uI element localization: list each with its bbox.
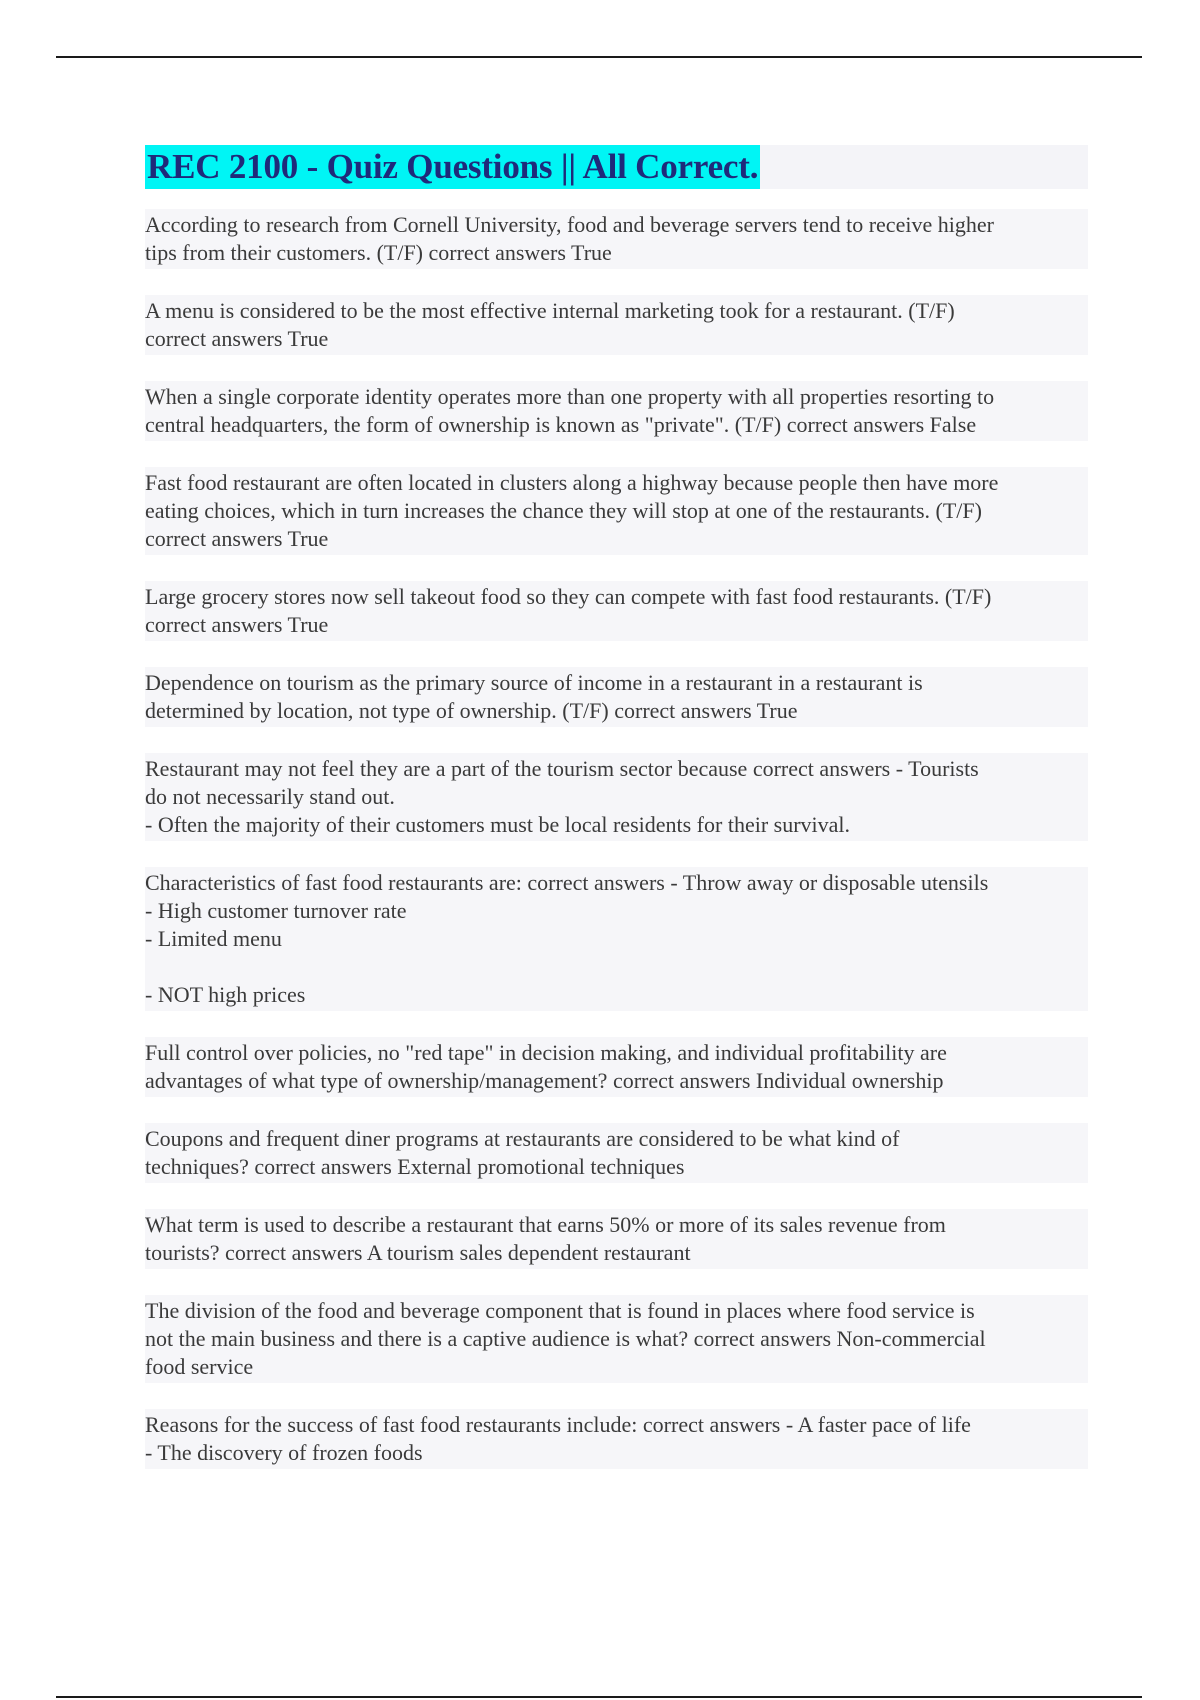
qa-entry <box>145 1295 1088 1383</box>
qa-line: According to research from Cornell University, food and beverage servers tend to receive higher <box>145 212 994 237</box>
qa-line: eating choices, which in turn increases the chance they will stop at one of the restaurants. (T/F) <box>145 498 982 523</box>
qa-entry <box>145 209 1088 269</box>
document-body <box>145 145 1088 1495</box>
qa-line: central headquarters, the form of ownership is known as "private". (T/F) correct answers False <box>145 412 977 437</box>
qa-line: food service <box>145 1354 254 1379</box>
qa-line: A menu is considered to be the most effective internal marketing took for a restaurant. (T/F) <box>145 298 955 323</box>
qa-line: Coupons and frequent diner programs at restaurants are considered to be what kind of <box>145 1126 900 1151</box>
qa-entry <box>145 295 1088 355</box>
document-title: REC 2100 - Quiz Questions || All Correct. <box>145 145 760 189</box>
qa-line: Reasons for the success of fast food restaurants include: correct answers - A faster pace of life <box>145 1412 971 1437</box>
qa-entry <box>145 381 1088 441</box>
qa-line: What term is used to describe a restaurant that earns 50% or more of its sales revenue from <box>145 1212 946 1237</box>
qa-line: tourists? correct answers A tourism sales dependent restaurant <box>145 1240 691 1265</box>
qa-entry <box>145 1123 1088 1183</box>
title-band <box>145 145 1088 189</box>
qa-line: Large grocery stores now sell takeout food so they can compete with fast food restaurants. (T/F) <box>145 584 992 609</box>
top-rule <box>56 56 1142 58</box>
qa-entry <box>145 867 1088 1011</box>
qa-line: Restaurant may not feel they are a part of the tourism sector because correct answers - Tourists <box>145 756 979 781</box>
qa-line: - NOT high prices <box>145 982 306 1007</box>
qa-line: tips from their customers. (T/F) correct answers True <box>145 240 612 265</box>
qa-list <box>145 209 1088 1469</box>
qa-line: - Often the majority of their customers must be local residents for their survival. <box>145 812 851 837</box>
qa-line: - Limited menu <box>145 926 282 951</box>
qa-line: determined by location, not type of ownership. (T/F) correct answers True <box>145 698 798 723</box>
qa-entry <box>145 467 1088 555</box>
qa-line: techniques? correct answers External promotional techniques <box>145 1154 685 1179</box>
qa-line: - High customer turnover rate <box>145 898 407 923</box>
qa-line: correct answers True <box>145 526 329 551</box>
qa-line: correct answers True <box>145 326 329 351</box>
qa-line: - The discovery of frozen foods <box>145 1440 423 1465</box>
qa-line: The division of the food and beverage component that is found in places where food service is <box>145 1298 975 1323</box>
qa-line: advantages of what type of ownership/management? correct answers Individual ownership <box>145 1068 944 1093</box>
qa-entry <box>145 1409 1088 1469</box>
qa-line: correct answers True <box>145 612 329 637</box>
qa-entry <box>145 667 1088 727</box>
qa-line: When a single corporate identity operates more than one property with all properties resorting to <box>145 384 995 409</box>
qa-gap <box>145 953 1088 981</box>
qa-line: Dependence on tourism as the primary source of income in a restaurant in a restaurant is <box>145 670 923 695</box>
qa-line: Characteristics of fast food restaurants are: correct answers - Throw away or disposable utensils <box>145 870 989 895</box>
qa-line: not the main business and there is a captive audience is what? correct answers Non-commercial <box>145 1326 986 1351</box>
qa-entry <box>145 1209 1088 1269</box>
qa-entry <box>145 1037 1088 1097</box>
qa-line: Fast food restaurant are often located in clusters along a highway because people then have more <box>145 470 999 495</box>
qa-line: do not necessarily stand out. <box>145 784 395 809</box>
qa-line: Full control over policies, no "red tape" in decision making, and individual profitability are <box>145 1040 947 1065</box>
bottom-rule <box>56 1696 1142 1698</box>
qa-entry <box>145 581 1088 641</box>
qa-entry <box>145 753 1088 841</box>
